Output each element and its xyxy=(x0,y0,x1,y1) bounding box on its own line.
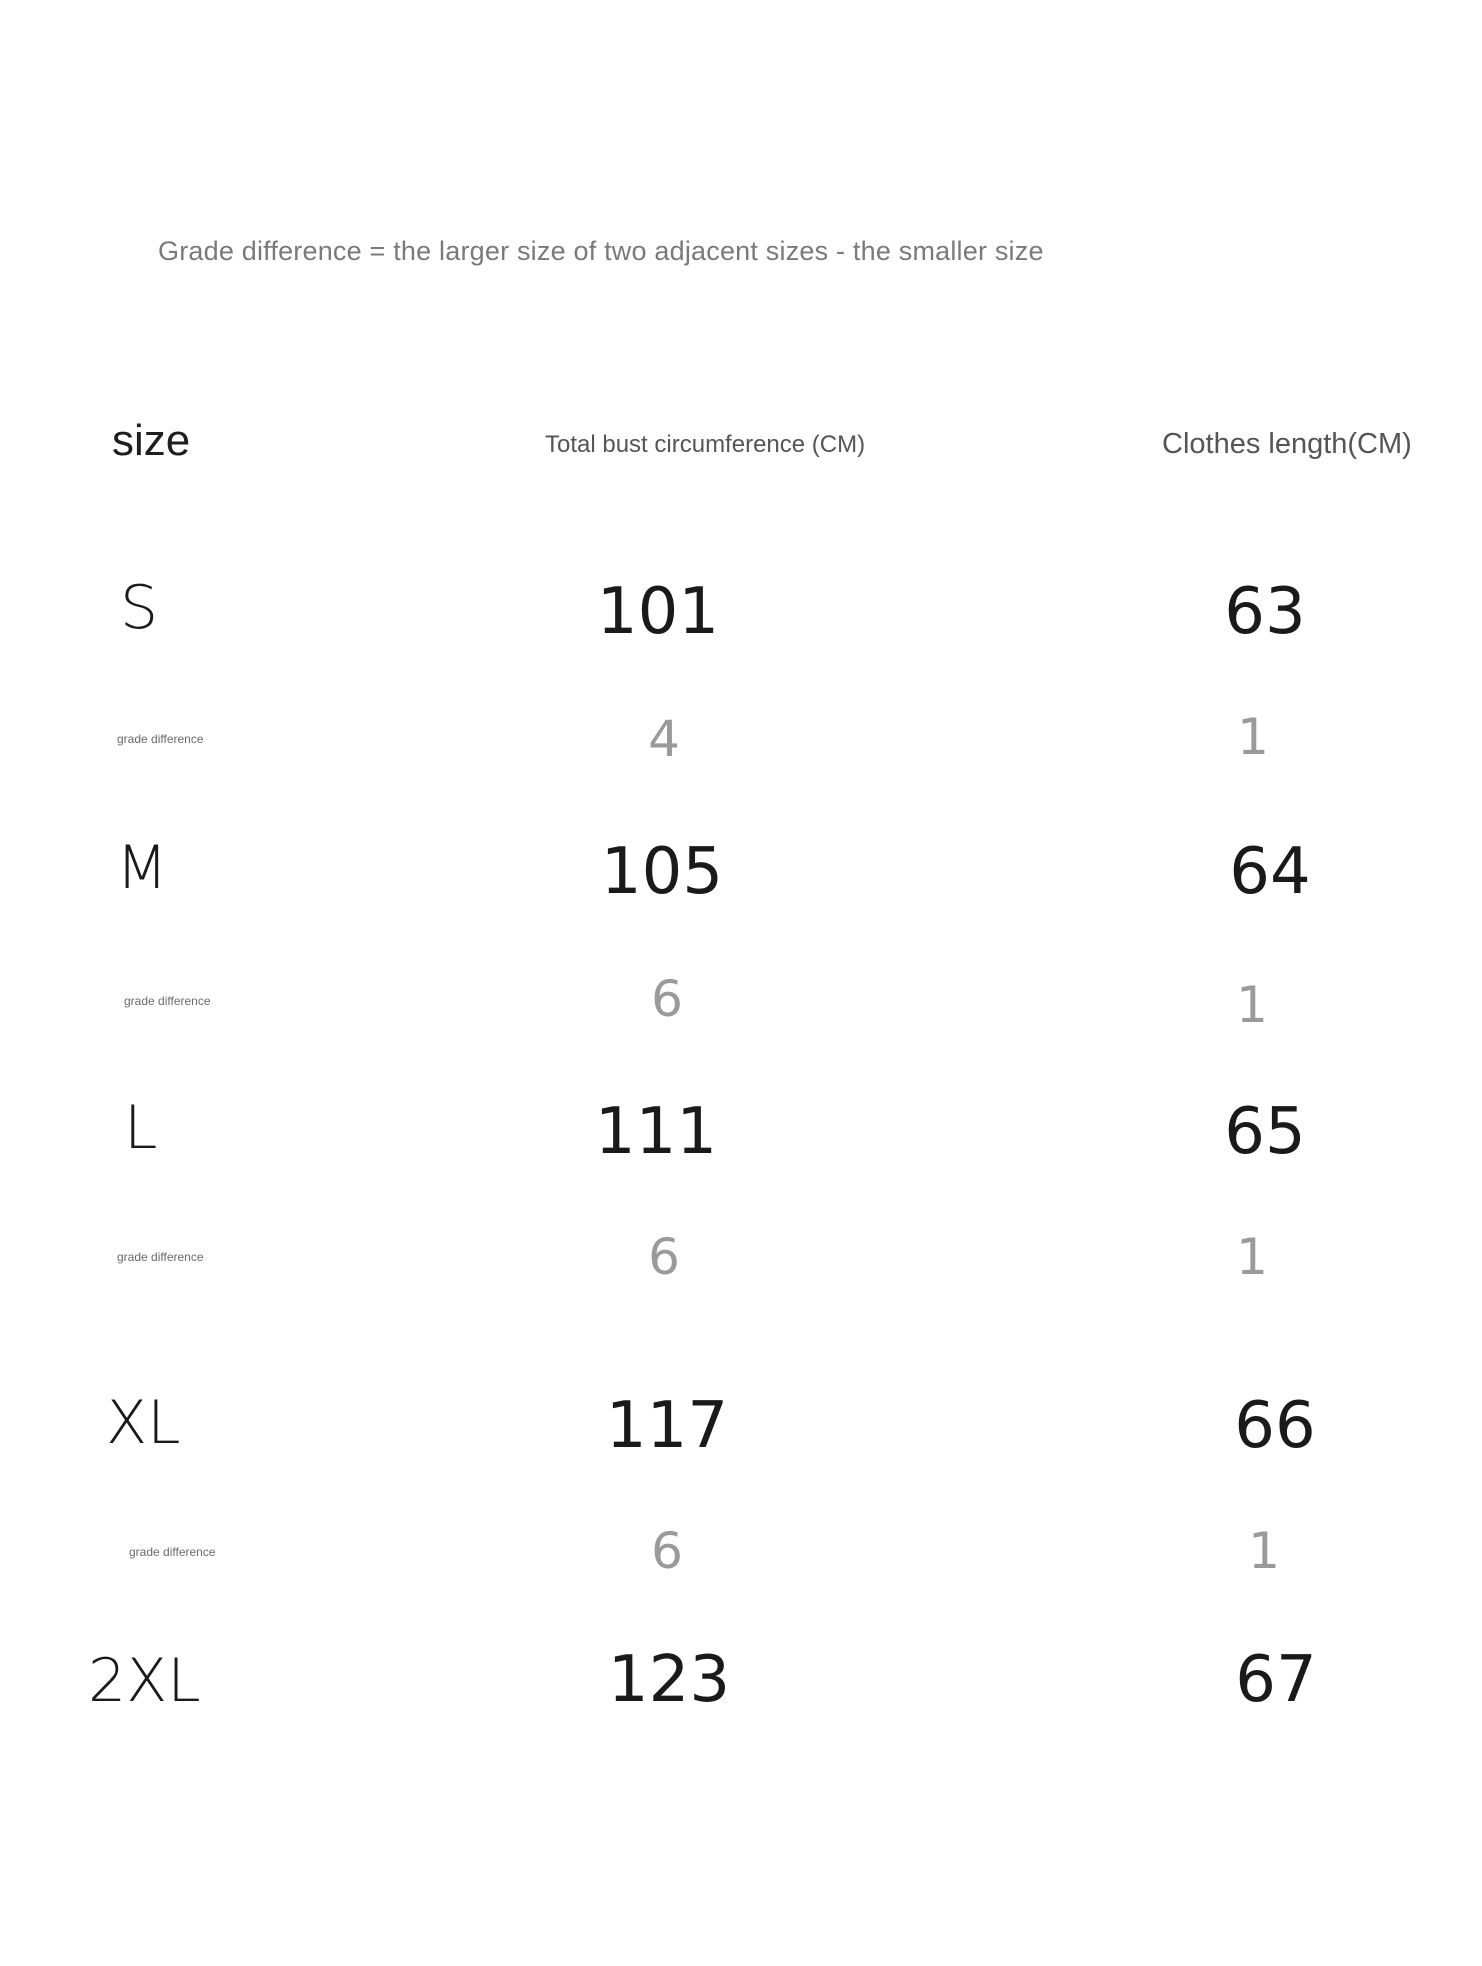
bust-value-l: 111 xyxy=(594,1095,718,1169)
grade-difference-note: Grade difference = the larger size of two adjacent sizes - the smaller size xyxy=(158,236,1044,266)
length-value-s: 63 xyxy=(1224,575,1306,649)
size-label-m: M xyxy=(116,833,168,903)
size-label-s: S xyxy=(120,573,159,643)
grade-label: grade difference xyxy=(117,1250,204,1264)
grade-bust-value: 4 xyxy=(648,710,680,768)
grade-length-value: 1 xyxy=(1237,708,1269,766)
grade-bust-value: 6 xyxy=(651,1522,683,1580)
bust-value-s: 101 xyxy=(596,575,720,649)
length-value-l: 65 xyxy=(1224,1095,1306,1169)
size-label-l: L xyxy=(124,1093,158,1163)
grade-label: grade difference xyxy=(117,732,204,746)
bust-value-m: 105 xyxy=(600,835,724,909)
grade-bust-value: 6 xyxy=(651,970,683,1028)
grade-label: grade difference xyxy=(124,994,211,1008)
length-value-m: 64 xyxy=(1229,835,1311,909)
header-length: Clothes length(CM) xyxy=(1162,428,1412,460)
length-value-2xl: 67 xyxy=(1235,1643,1317,1717)
length-value-xl: 66 xyxy=(1234,1389,1316,1463)
header-bust: Total bust circumference (CM) xyxy=(545,431,866,458)
size-label-2xl: 2XL xyxy=(88,1646,201,1716)
grade-label: grade difference xyxy=(129,1545,216,1559)
grade-length-value: 1 xyxy=(1236,1228,1268,1286)
bust-value-xl: 117 xyxy=(605,1389,729,1463)
bust-value-2xl: 123 xyxy=(607,1643,731,1717)
grade-length-value: 1 xyxy=(1248,1522,1280,1580)
grade-length-value: 1 xyxy=(1236,976,1268,1034)
grade-bust-value: 6 xyxy=(648,1228,680,1286)
header-size: size xyxy=(112,416,191,465)
size-label-xl: XL xyxy=(106,1388,181,1458)
